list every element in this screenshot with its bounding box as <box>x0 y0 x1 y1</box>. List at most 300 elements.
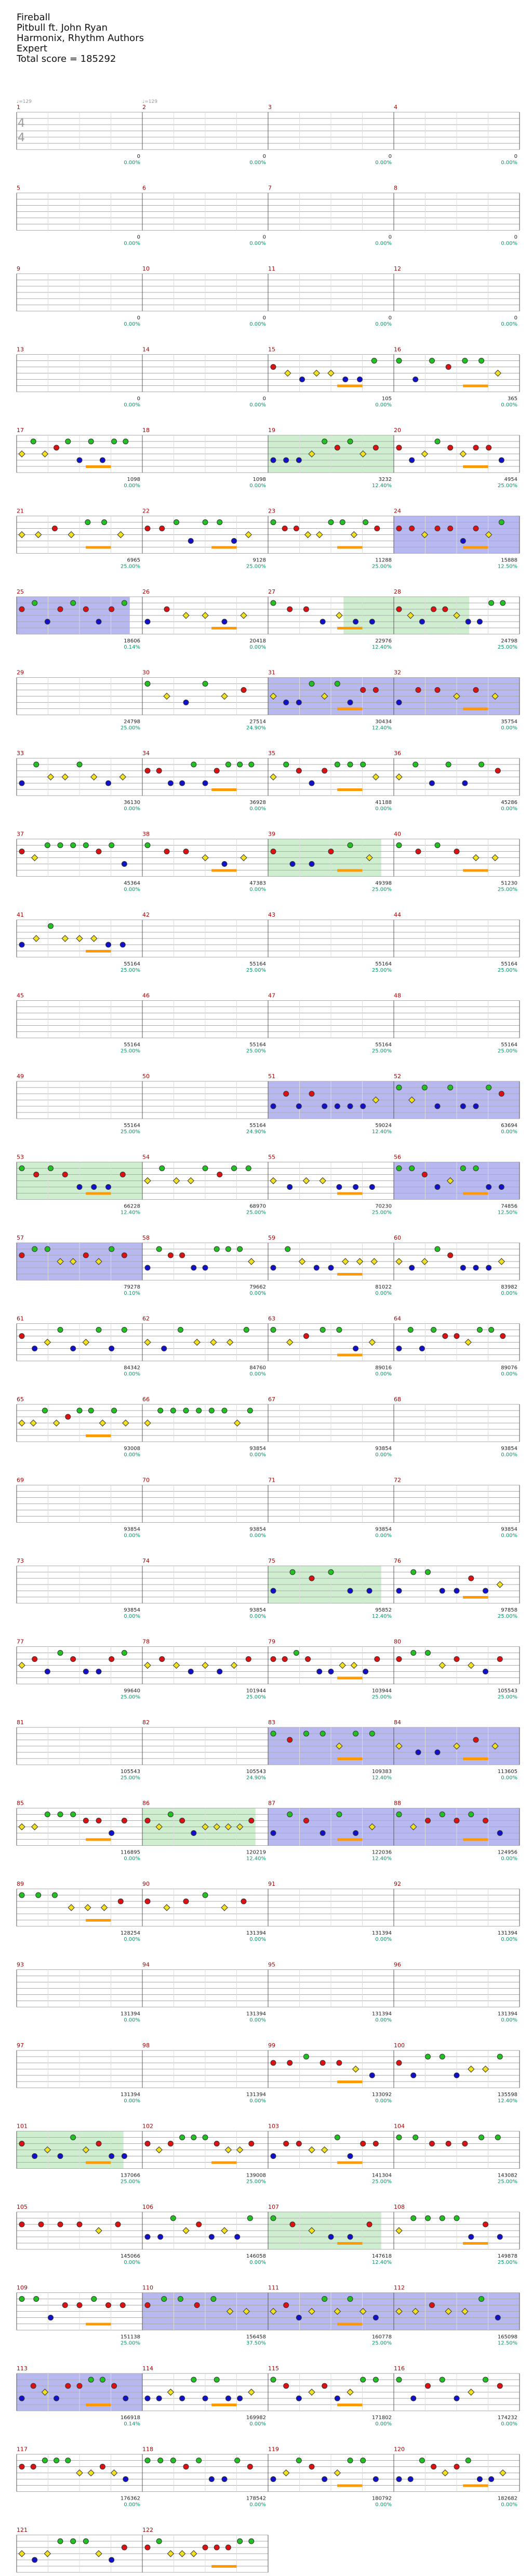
measure-percent: 25.00% <box>371 1210 392 1216</box>
note-gem <box>112 439 117 444</box>
measure-percent: 25.00% <box>371 1048 392 1054</box>
note-gem <box>117 532 124 538</box>
note-gem <box>122 2154 127 2159</box>
measure-number: 113 <box>17 2365 28 2372</box>
measure-score: 45286 <box>501 800 517 806</box>
sustain-tail <box>86 1839 111 1841</box>
note-gem <box>500 600 506 606</box>
note-gem <box>396 2060 402 2065</box>
measure-percent: 0.00% <box>501 1129 517 1135</box>
note-gem <box>322 2383 327 2389</box>
note-gem <box>145 768 150 773</box>
measure-number: 71 <box>268 1477 275 1484</box>
note-gem <box>396 1657 402 1662</box>
note-gem <box>221 1904 228 1911</box>
note-gem <box>83 1253 88 1258</box>
note-gem <box>183 2464 189 2470</box>
measure-number: 79 <box>268 1638 275 1645</box>
note-gem <box>498 1258 504 1265</box>
note-gem <box>65 1414 71 1419</box>
staff-row-22 <box>17 1800 520 1862</box>
measure-score: 66228 <box>124 1203 140 1210</box>
note-gem <box>497 1831 502 1836</box>
measure-score: 176362 <box>120 2496 140 2502</box>
note-gem <box>214 2545 219 2550</box>
measure-percent: 25.00% <box>497 645 517 650</box>
sustain-tail <box>337 2162 362 2164</box>
note-gem <box>196 2458 202 2463</box>
note-gem <box>221 693 228 700</box>
measure-percent: 0.00% <box>124 1371 140 1377</box>
measure-score: 131394 <box>497 2011 517 2017</box>
note-gem <box>202 1662 208 1669</box>
measure-score: 93854 <box>124 1607 140 1613</box>
measure-score: 160778 <box>371 2334 392 2340</box>
note-gem <box>203 1166 208 1171</box>
note-gem <box>409 526 415 531</box>
note-gem <box>335 1104 340 1109</box>
measure-percent: 12.40% <box>120 1210 140 1216</box>
note-gem <box>290 2222 295 2227</box>
note-gem <box>48 2315 54 2320</box>
measure-percent: 25.00% <box>120 1694 140 1700</box>
staff-row-21 <box>17 1719 520 1781</box>
note-gem <box>234 1420 241 1426</box>
sustain-tail <box>86 2162 111 2164</box>
note-gem <box>58 2539 63 2544</box>
measure-number: 29 <box>17 669 24 676</box>
measure-score: 97858 <box>501 1607 517 1613</box>
measure-number: 38 <box>142 830 150 838</box>
sustain-tail <box>463 1596 488 1599</box>
note-gem <box>168 2141 173 2146</box>
note-gem <box>361 688 366 693</box>
sustain-tail <box>337 546 362 549</box>
measure-number: 26 <box>142 588 150 595</box>
note-gem <box>373 445 378 450</box>
measure-score: 141304 <box>371 2172 392 2179</box>
note-gem <box>361 762 366 767</box>
measure-number: 4 <box>394 104 397 111</box>
sustain-tail <box>211 869 236 872</box>
measure-score: 93854 <box>124 1526 140 1533</box>
note-gem <box>309 1576 314 1581</box>
note-gem <box>249 2141 254 2146</box>
staff-row-9 <box>17 750 520 812</box>
note-gem <box>443 607 448 612</box>
note-gem <box>214 1246 219 1252</box>
note-gem <box>431 607 436 612</box>
staff-row-1 <box>17 99 520 166</box>
note-gem <box>122 862 127 867</box>
note-gem <box>460 1104 466 1109</box>
measure-number: 61 <box>17 1315 24 1322</box>
note-gem <box>466 619 471 624</box>
note-gem <box>31 2383 36 2389</box>
note-gem <box>396 1085 402 1090</box>
staff-row-18 <box>17 1477 520 1539</box>
note-gem <box>271 1265 276 1270</box>
measure-score: 93854 <box>501 1526 517 1533</box>
note-gem <box>109 1831 114 1836</box>
measure-percent: 0.00% <box>249 160 266 166</box>
measure-number: 59 <box>268 1235 275 1241</box>
note-gem <box>68 1904 74 1911</box>
note-gem <box>271 1327 276 1333</box>
note-gem <box>431 1327 436 1333</box>
note-gem <box>45 1246 50 1252</box>
note-gem <box>348 1104 353 1109</box>
note-gem <box>320 2060 325 2065</box>
note-gem <box>109 1657 114 1662</box>
note-gem <box>194 2303 200 2308</box>
note-gem <box>337 1327 342 1333</box>
note-gem <box>473 1166 478 1171</box>
note-gem <box>287 1737 292 1742</box>
note-gem <box>460 539 466 544</box>
measure-score: 93854 <box>249 1526 266 1533</box>
measure-number: 18 <box>142 427 150 434</box>
note-gem <box>83 1339 89 1346</box>
note-gem <box>473 1737 478 1742</box>
note-gem <box>396 2228 402 2234</box>
note-gem <box>106 781 111 786</box>
measure-percent: 0.00% <box>124 2260 140 2265</box>
note-gem <box>320 619 325 624</box>
note-gem <box>167 2551 174 2557</box>
measure-score: 135598 <box>497 2092 517 2098</box>
measure-percent: 0.00% <box>501 2502 517 2508</box>
note-gem <box>299 1258 305 1265</box>
note-gem <box>500 1334 506 1339</box>
note-gem <box>32 2154 37 2159</box>
note-gem <box>71 1657 76 1662</box>
measure-score: 55164 <box>501 1042 517 1048</box>
measure-percent: 0.00% <box>375 1937 392 1942</box>
sustain-tail <box>337 1757 362 1760</box>
note-gem <box>296 458 301 463</box>
measure-number: 39 <box>268 830 275 838</box>
note-gem <box>425 2216 431 2221</box>
measure-percent: 0.00% <box>124 240 140 247</box>
note-gem <box>342 1258 349 1265</box>
note-gem <box>202 612 208 619</box>
staff-row-17 <box>17 1396 520 1458</box>
measure-percent: 25.00% <box>120 968 140 973</box>
note-gem <box>77 2383 82 2389</box>
measure-percent: 25.00% <box>497 968 517 973</box>
note-gem <box>34 762 39 767</box>
staff-row-23 <box>17 1881 520 1942</box>
staff-row-26 <box>17 2123 520 2185</box>
measure-number: 114 <box>142 2365 153 2372</box>
note-gem <box>285 370 291 377</box>
note-gem <box>19 2297 24 2302</box>
measure-number: 16 <box>394 346 401 353</box>
measure-percent: 0.00% <box>249 1533 266 1539</box>
note-gem <box>58 1327 63 1333</box>
note-gem <box>145 2396 150 2401</box>
measure-score: 365 <box>507 396 517 402</box>
measure-percent: 0.00% <box>124 160 140 166</box>
note-gem <box>483 1588 488 1593</box>
note-gem <box>247 2464 252 2470</box>
sustain-tail <box>211 2404 236 2406</box>
note-gem <box>19 2464 24 2470</box>
note-gem <box>373 2141 378 2146</box>
measure-score: 131394 <box>246 2011 266 2017</box>
note-gem <box>32 1346 37 1351</box>
note-gem <box>396 1588 402 1593</box>
measure-number: 86 <box>142 1800 150 1807</box>
note-gem <box>483 2066 489 2072</box>
note-gem <box>196 2222 202 2227</box>
note-gem <box>214 2141 219 2146</box>
note-gem <box>287 1339 293 1346</box>
note-gem <box>282 1657 287 1662</box>
measure-score: 70230 <box>375 1203 392 1210</box>
measure-number: 7 <box>268 184 272 192</box>
note-gem <box>271 1731 276 1736</box>
note-gem <box>156 1246 162 1252</box>
note-gem <box>348 1588 353 1593</box>
note-gem <box>353 1346 358 1351</box>
note-gem <box>296 2141 301 2146</box>
note-gem <box>168 781 173 786</box>
note-gem <box>222 2477 227 2482</box>
note-gem <box>19 1334 24 1339</box>
note-gem <box>361 2458 366 2463</box>
note-gem <box>62 935 68 942</box>
measure-percent: 0.00% <box>501 240 517 247</box>
measure-percent: 0.00% <box>375 1371 392 1377</box>
note-gem <box>209 2234 214 2239</box>
measure-percent: 0.00% <box>124 1533 140 1539</box>
note-gem <box>454 2396 459 2401</box>
note-gem <box>191 2135 196 2140</box>
measure-number: 1 <box>17 104 20 111</box>
note-gem <box>222 862 227 867</box>
measure-number: 117 <box>17 2446 28 2453</box>
note-gem <box>241 612 247 619</box>
staff-row-10 <box>17 831 520 893</box>
measure-number: 100 <box>394 2042 405 2049</box>
note-gem <box>58 843 63 848</box>
note-gem <box>357 1258 363 1265</box>
measure-percent: 0.00% <box>249 240 266 247</box>
note-gem <box>440 1812 445 1817</box>
measure-percent: 25.00% <box>246 2179 266 2185</box>
staff-row-2 <box>17 185 520 247</box>
measure-percent: 25.00% <box>371 2340 392 2346</box>
note-gem <box>174 1662 180 1669</box>
note-gem <box>222 1408 227 1413</box>
measure-percent: 0.00% <box>249 1937 266 1942</box>
measure-score: 93854 <box>375 1526 392 1533</box>
note-gem <box>225 762 231 767</box>
staff-row-25 <box>17 2042 520 2104</box>
note-gem <box>183 612 189 619</box>
note-gem <box>296 768 301 773</box>
note-gem <box>337 2060 342 2065</box>
total-score: Total score = 185292 <box>17 53 116 64</box>
note-gem <box>479 2135 484 2140</box>
measure-number: 91 <box>268 1881 275 1887</box>
measure-score: 0 <box>514 315 517 321</box>
note-gem <box>305 1657 311 1662</box>
measure-number: 111 <box>268 2284 279 2291</box>
note-gem <box>77 2222 82 2227</box>
measure-score: 105543 <box>497 1688 517 1694</box>
sustain-tail <box>463 385 488 387</box>
note-gem <box>45 1669 50 1674</box>
sustain-tail <box>337 2323 362 2326</box>
note-gem <box>489 600 494 606</box>
measure-percent: 12.50% <box>497 1210 517 1216</box>
note-gem <box>313 370 320 377</box>
measure-number: 94 <box>142 1961 150 1968</box>
note-gem <box>271 849 276 854</box>
note-gem <box>309 781 314 786</box>
measure-number: 103 <box>268 2123 279 2130</box>
note-gem <box>284 458 289 463</box>
measure-percent: 0.10% <box>124 1291 140 1296</box>
measure-percent: 0.00% <box>249 1291 266 1296</box>
note-gem <box>363 520 368 525</box>
note-gem <box>19 607 24 612</box>
note-gem <box>123 439 128 444</box>
measure-percent: 25.00% <box>246 1048 266 1054</box>
measure-percent: 0.00% <box>249 887 266 893</box>
measure-percent: 0.00% <box>375 321 392 327</box>
note-gem <box>396 445 402 450</box>
measure-percent: 0.00% <box>375 1533 392 1539</box>
measure-number: 43 <box>268 911 275 918</box>
note-gem <box>109 843 114 848</box>
note-gem <box>188 539 193 544</box>
note-gem <box>335 2135 340 2140</box>
note-gem <box>191 2551 197 2557</box>
note-gem <box>303 607 309 612</box>
note-gem <box>122 600 127 606</box>
note-gem <box>348 2234 353 2239</box>
note-gem <box>328 520 334 525</box>
note-gem <box>183 2228 189 2234</box>
note-gem <box>180 781 185 786</box>
note-gem <box>435 688 440 693</box>
note-gem <box>353 2066 359 2072</box>
note-gem <box>294 526 299 531</box>
measure-score: 84342 <box>124 1365 140 1371</box>
measure-percent: 0.00% <box>501 1371 517 1377</box>
measure-percent: 0.00% <box>249 1614 266 1619</box>
note-gem <box>287 2060 292 2065</box>
note-gem <box>425 1651 431 1656</box>
note-gem <box>170 1408 176 1413</box>
measure-percent: 12.40% <box>371 1614 392 1619</box>
measure-percent: 12.40% <box>497 2098 517 2104</box>
measure-number: 101 <box>17 2123 28 2130</box>
note-gem <box>44 2551 50 2557</box>
note-gem <box>396 1346 402 1351</box>
measure-percent: 25.00% <box>497 483 517 489</box>
staff-row-29 <box>17 2365 520 2427</box>
note-gem <box>462 358 468 364</box>
note-gem <box>425 1818 431 1823</box>
note-gem <box>42 451 48 457</box>
note-gem <box>96 2141 101 2146</box>
note-gem <box>96 1669 101 1674</box>
note-gem <box>112 1408 117 1413</box>
note-gem <box>309 681 314 687</box>
note-gem <box>322 439 327 444</box>
note-gem <box>361 1104 366 1109</box>
note-gem <box>309 2389 315 2395</box>
note-gem <box>284 2141 289 2146</box>
measure-percent: 25.00% <box>497 1048 517 1054</box>
measure-number: 66 <box>142 1396 150 1403</box>
note-gem <box>411 2396 416 2401</box>
note-gem <box>396 700 402 705</box>
sustain-tail <box>463 546 488 549</box>
note-gem <box>419 1346 424 1351</box>
note-gem <box>283 2470 289 2476</box>
measure-score: 109383 <box>371 1769 392 1775</box>
note-gem <box>284 2383 289 2389</box>
measure-score: 128254 <box>120 1930 140 1936</box>
note-gem <box>462 781 468 786</box>
note-gem <box>363 1669 368 1674</box>
note-gem <box>343 377 348 382</box>
note-gem <box>237 1246 243 1252</box>
measure-score: 55164 <box>501 961 517 967</box>
note-gem <box>144 1420 151 1426</box>
note-gem <box>237 2147 243 2153</box>
note-gem <box>32 1246 37 1252</box>
note-gem <box>85 520 90 525</box>
measure-percent: 25.00% <box>497 887 517 893</box>
note-gem <box>32 600 37 606</box>
note-gem <box>62 2303 68 2308</box>
measure-number: 30 <box>142 669 150 676</box>
note-gem <box>235 2234 240 2239</box>
note-gem <box>448 1085 453 1090</box>
note-gem <box>322 2297 327 2302</box>
note-gem <box>96 1818 101 1823</box>
note-gem <box>34 1172 39 1177</box>
note-gem <box>479 2297 484 2302</box>
note-gem <box>62 774 68 780</box>
note-gem <box>71 600 76 606</box>
measure-percent: 0.00% <box>501 160 517 166</box>
note-gem <box>431 2464 436 2470</box>
measure-percent: 25.00% <box>120 564 140 570</box>
measure-score: 133092 <box>371 2092 392 2098</box>
measure-percent: 24.90% <box>246 1775 266 1781</box>
sustain-tail <box>211 2162 236 2164</box>
measure-number: 35 <box>268 750 275 757</box>
note-gem <box>409 458 415 463</box>
note-gem <box>348 2154 353 2159</box>
note-gem <box>373 2477 378 2482</box>
sustain-tail <box>86 465 111 468</box>
measure-percent: 25.00% <box>497 1694 517 1700</box>
measure-percent: 0.00% <box>124 2502 140 2508</box>
measure-number: 42 <box>142 911 150 918</box>
measure-percent: 0.00% <box>501 1452 517 1458</box>
note-gem <box>285 1246 290 1252</box>
measure-percent: 0.00% <box>501 1291 517 1296</box>
